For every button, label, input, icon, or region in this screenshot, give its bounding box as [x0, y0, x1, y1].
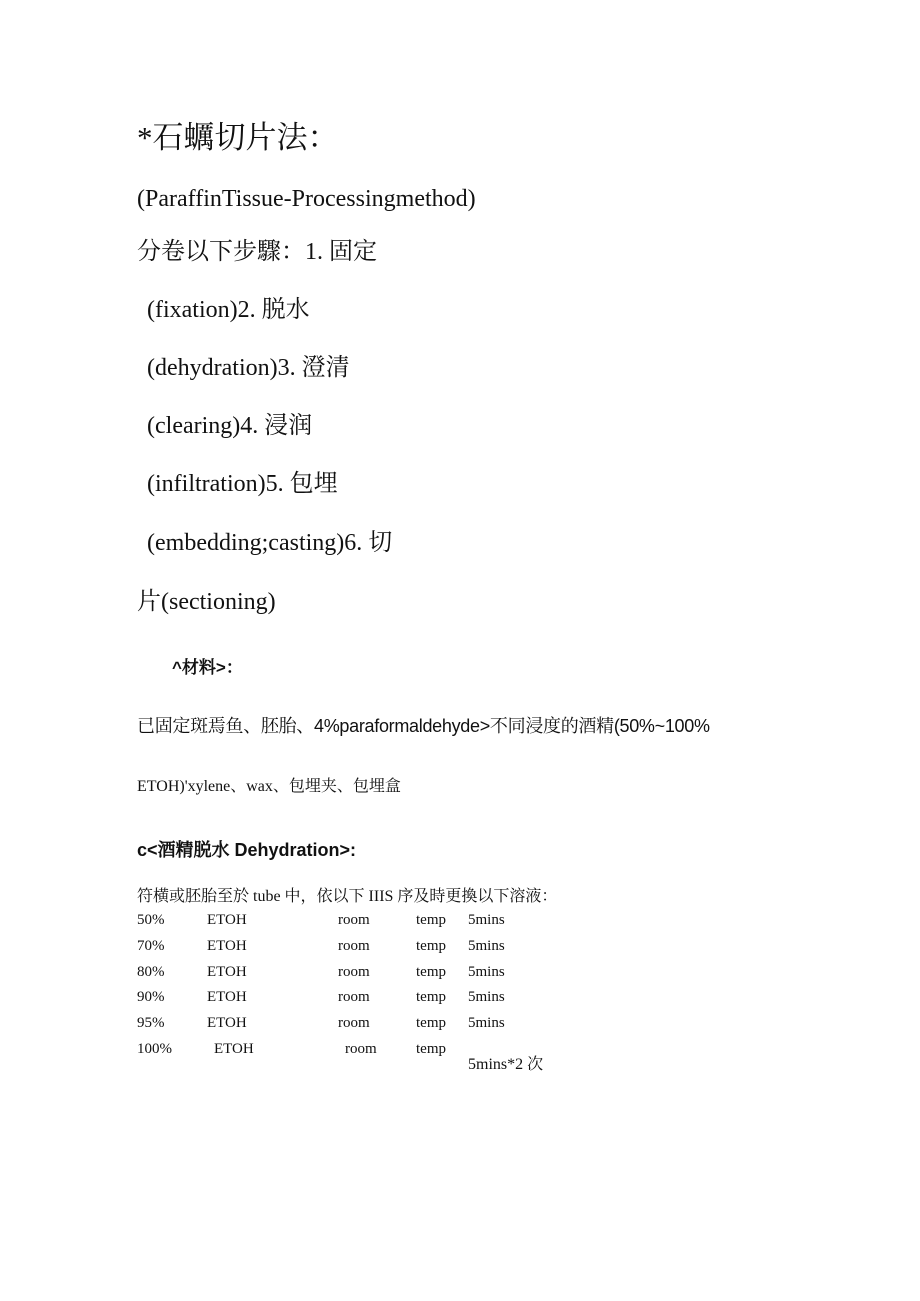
solution-cell: ETOH — [207, 989, 247, 1006]
step-line: (dehydration)3. 澄清 — [147, 355, 350, 381]
duration-cell: 5mins — [468, 963, 505, 980]
concentration-cell: 80% — [137, 963, 165, 980]
step-line: (clearing)4. 浸润 — [147, 413, 313, 439]
duration-cell: 5mins — [468, 912, 505, 928]
concentration-cell: 70% — [137, 937, 165, 954]
step-line: (infiltration)5. 包埋 — [147, 471, 338, 497]
temp-cell: temp — [416, 963, 446, 980]
solution-cell: ETOH — [207, 937, 247, 954]
dehydration-heading: c<酒精脱水 Dehydration>: — [137, 840, 357, 860]
concentration-cell: 90% — [137, 989, 165, 1006]
solution-cell: ETOH — [207, 912, 247, 928]
materials-line: ETOH)'xylene、wax、包埋夹、包埋盒 — [137, 778, 401, 795]
room-cell: room — [338, 912, 370, 928]
duration-cell: 5mins — [468, 1015, 505, 1032]
document-title: *石蠣切片法： — [137, 120, 339, 155]
concentration-cell: 50% — [137, 912, 165, 928]
step-line: 片(sectioning) — [137, 589, 276, 615]
temp-cell: temp — [416, 912, 446, 928]
solution-cell: ETOH — [214, 1040, 254, 1057]
room-cell: room — [338, 989, 370, 1006]
room-cell: room — [338, 937, 370, 954]
solution-cell: ETOH — [207, 1015, 247, 1032]
duration-cell: 5mins*2 次 — [468, 1055, 544, 1073]
method-subtitle: (ParaffinTissue-Processingmethod) — [137, 186, 476, 212]
solution-cell: ETOH — [207, 963, 247, 980]
temp-cell: temp — [416, 989, 446, 1006]
temp-cell: temp — [416, 1040, 446, 1057]
room-cell: room — [338, 1015, 370, 1032]
step-line: (fixation)2. 脱水 — [147, 297, 310, 323]
duration-cell: 5mins — [468, 937, 505, 954]
room-cell: room — [345, 1040, 377, 1057]
materials-line: 已固定斑焉鱼、胚胎、4%paraformaldehyde>不同浸度的酒精(50%~100% — [137, 716, 710, 736]
concentration-cell: 95% — [137, 1015, 165, 1032]
duration-cell: 5mins — [468, 989, 505, 1006]
temp-cell: temp — [416, 937, 446, 954]
room-cell: room — [338, 963, 370, 980]
concentration-cell: 100% — [137, 1040, 172, 1057]
step-line: (embedding;casting)6. 切 — [147, 530, 393, 556]
materials-heading: ^材料>： — [172, 658, 243, 677]
temp-cell: temp — [416, 1015, 446, 1032]
dehydration-intro: 符横或胚胎至於 tube 中，依以下 IIIS 序及時更換以下溶液： — [137, 888, 558, 905]
steps-intro: 分卷以下步驟：1. 固定 — [137, 239, 377, 265]
